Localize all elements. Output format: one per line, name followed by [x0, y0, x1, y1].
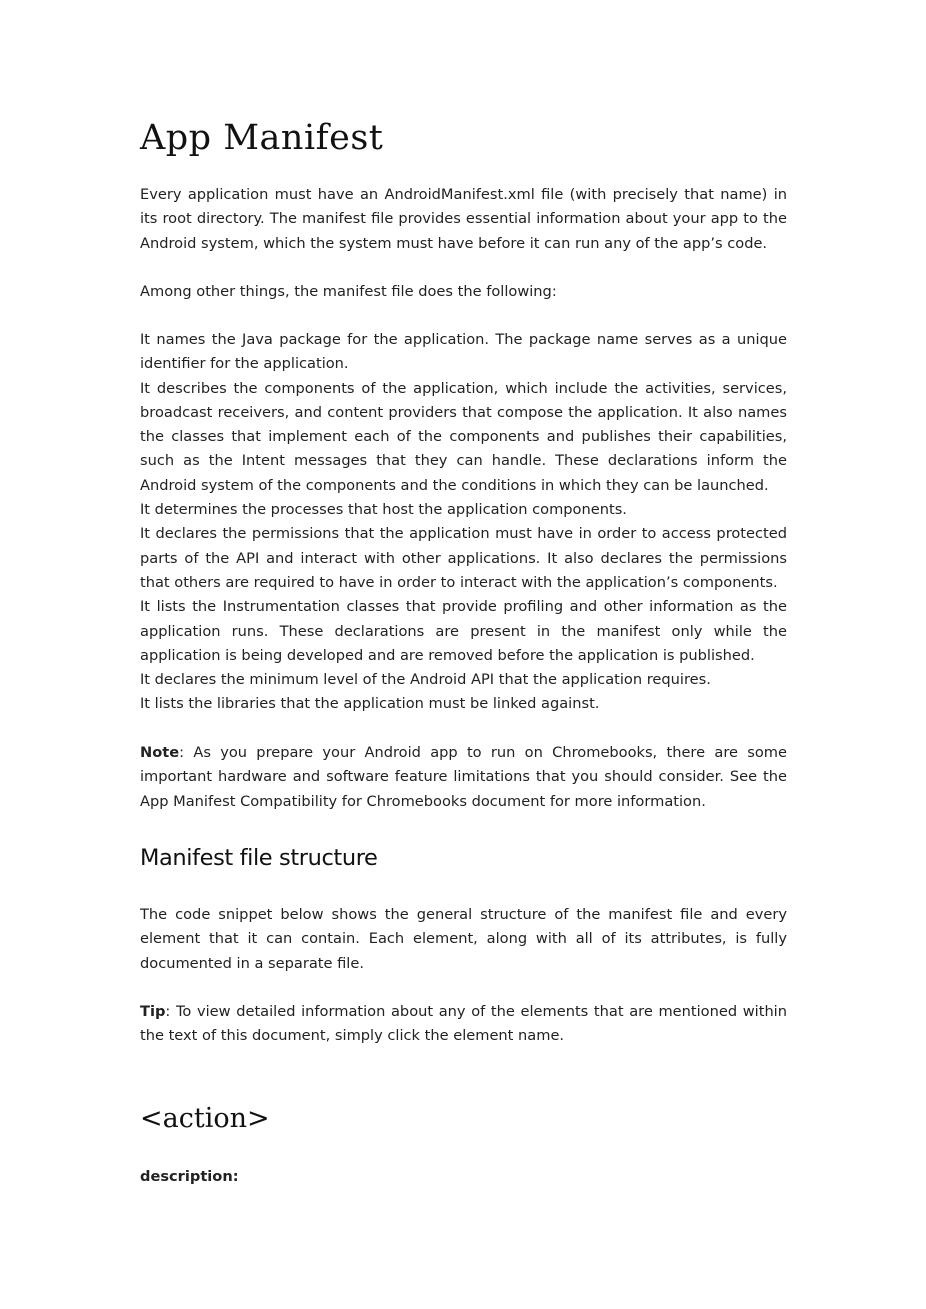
tip-paragraph	[140, 1000, 787, 1049]
structure-block	[140, 903, 787, 976]
among-paragraph: Among other things, the manifest file does the following:	[140, 283, 557, 300]
note-label: Note	[140, 744, 180, 761]
manifest-duties-list	[140, 328, 787, 717]
note-text: : As you prepare your Android app to run on Chromebooks, there are some important hardware and software feature limitations that you should consider. See the App Manifest Compatibility for Chromebooks document for more information.	[140, 744, 787, 810]
list-item: It describes the components of the application, which include the activities, services, broadcast receivers, and content providers that compose the application. It also names the classes that implement each of the components and publishes their capabilities, such as the Intent messages that they can handle. These declarations inform the Android system of the components and the conditions in which they can be launched.	[140, 379, 787, 494]
page-title: App Manifest	[140, 118, 384, 158]
note-block	[140, 741, 787, 814]
tip-text: : To view detailed information about any of the elements that are mentioned within the text of this document, simply click the element name.	[140, 1003, 787, 1045]
action-heading: <action>	[140, 1103, 270, 1134]
intro-block	[140, 183, 787, 256]
list-item: It lists the libraries that the application must be linked against.	[140, 695, 600, 713]
list-item: It declares the permissions that the application must have in order to access protected parts of the API and interact with other applications. It also declares the permissions that others are required to have in order to interact with the application’s components.	[140, 525, 787, 591]
note-paragraph	[140, 741, 787, 814]
list-item: It declares the minimum level of the Android API that the application requires.	[140, 671, 711, 689]
among-block	[140, 280, 787, 304]
section-heading: Manifest file structure	[140, 845, 378, 871]
description-label: description:	[140, 1168, 239, 1185]
list-item: It determines the processes that host the application components.	[140, 501, 627, 519]
structure-paragraph: The code snippet below shows the general structure of the manifest file and every element that it can contain. Each element, along with all of its attributes, is fully documented in a separate file.	[140, 906, 787, 972]
tip-label: Tip	[140, 1003, 166, 1020]
tip-block	[140, 1000, 787, 1049]
intro-paragraph: Every application must have an AndroidManifest.xml file (with precisely that name) in its root directory. The manifest file provides essential information about your app to the Android system, which the system must have before it can run any of the app’s code.	[140, 186, 787, 252]
list-item: It lists the Instrumentation classes that provide profiling and other information as the application runs. These declarations are present in the manifest only while the application is being developed and are removed before the application is published.	[140, 598, 787, 664]
list-item: It names the Java package for the application. The package name serves as a unique identifier for the application.	[140, 331, 787, 373]
